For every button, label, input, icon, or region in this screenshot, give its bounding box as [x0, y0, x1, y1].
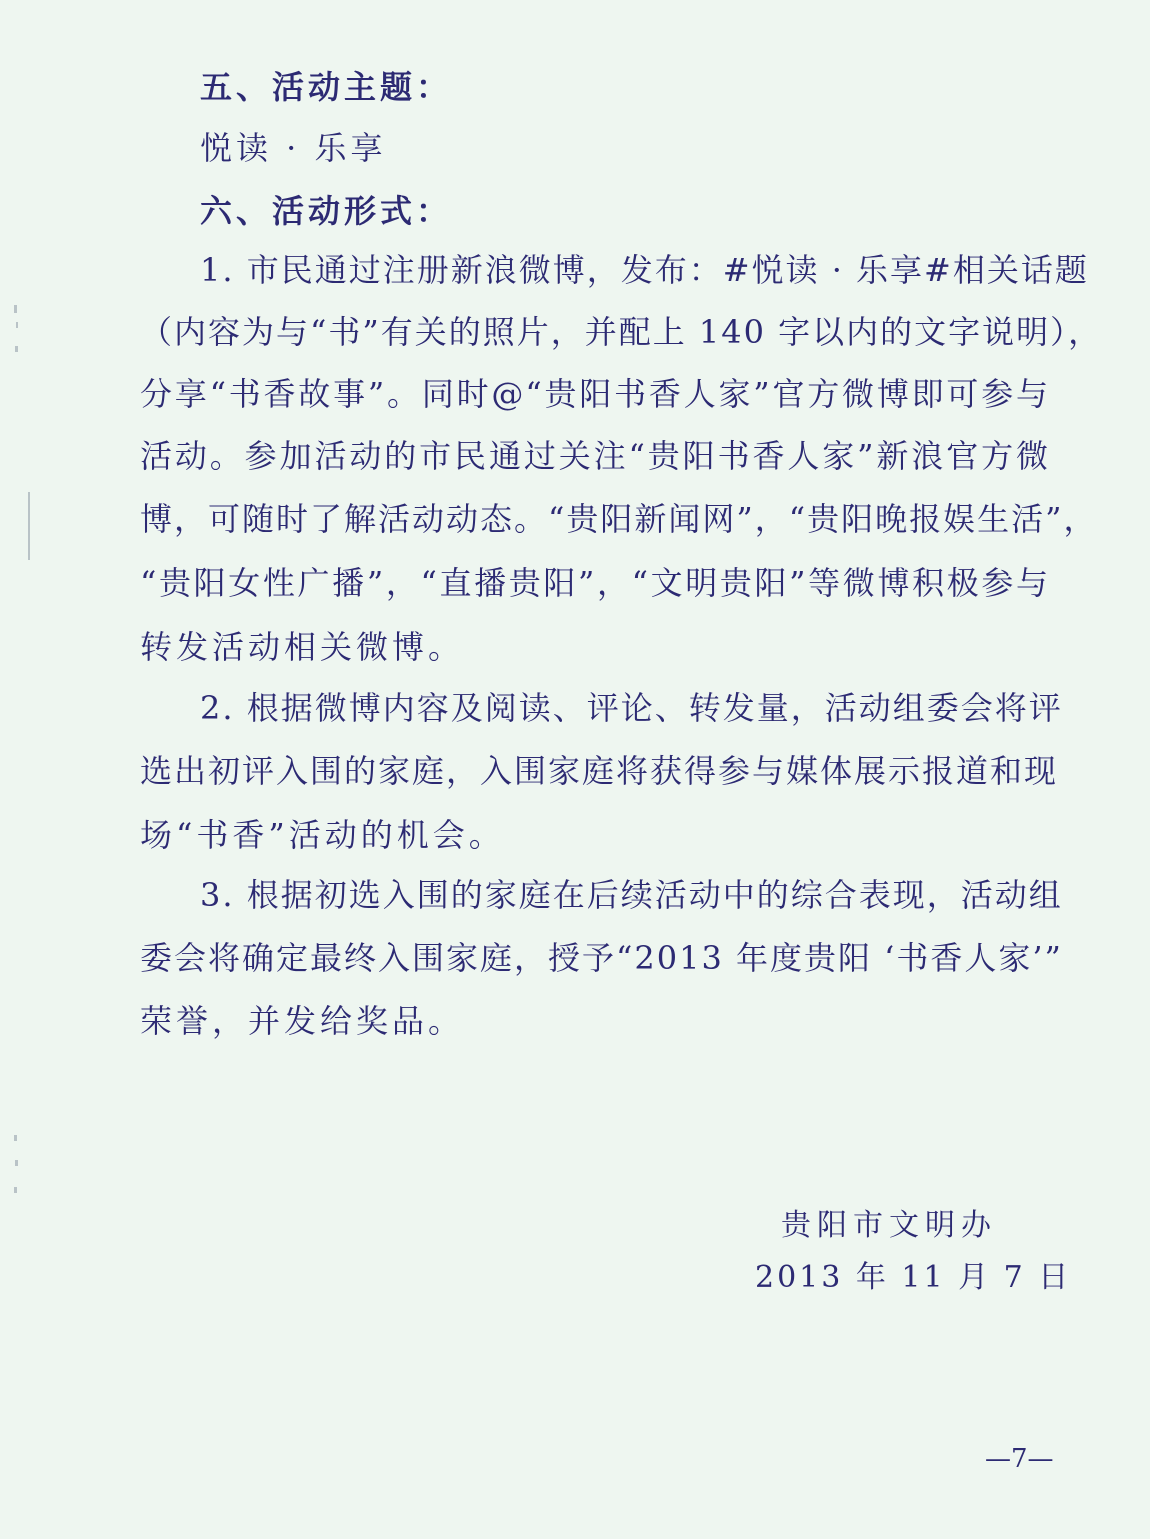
scan-mark: [14, 1135, 17, 1141]
item2-line: 2. 根据微博内容及阅读、评论、转发量，活动组委会将评: [200, 689, 1063, 727]
item3-line: 3. 根据初选入围的家庭在后续活动中的综合表现，活动组: [200, 876, 1063, 914]
item1-line: 活动。参加活动的市民通过关注“贵阳书香人家”新浪官方微: [140, 437, 1050, 475]
section6-heading: 六、活动形式：: [200, 192, 453, 230]
scan-mark: [15, 1160, 18, 1166]
scan-mark: [14, 305, 17, 313]
item3-line: 委会将确定最终入围家庭，授予“2013 年度贵阳 ‘书香人家’”: [140, 939, 1063, 977]
signature-date: 2013 年 11 月 7 日: [755, 1260, 1072, 1295]
section5-body: 悦读 · 乐享: [200, 129, 387, 167]
item1-line: （内容为与“书”有关的照片，并配上 140 字以内的文字说明），: [140, 313, 1103, 351]
item1-line: 转发活动相关微博。: [140, 628, 465, 666]
scan-mark: [15, 346, 18, 352]
item2-line: 选出初评入围的家庭，入围家庭将获得参与媒体展示报道和现: [140, 752, 1059, 790]
scan-mark: [14, 1187, 17, 1193]
item1-line: 分享“书香故事”。同时@“贵阳书香人家”官方微博即可参与: [140, 375, 1050, 413]
item1-line: “贵阳女性广播”，“直播贵阳”，“文明贵阳”等微博积极参与: [140, 564, 1050, 602]
section5-heading: 五、活动主题：: [200, 68, 453, 106]
item1-line: 1. 市民通过注册新浪微博，发布：#悦读 · 乐享#相关话题: [200, 251, 1089, 289]
page-number: —7—: [985, 1444, 1054, 1474]
signature-org: 贵阳市文明办: [781, 1208, 997, 1243]
item2-line: 场“书香”活动的机会。: [140, 816, 505, 854]
scan-mark: [16, 322, 18, 328]
item3-line: 荣誉，并发给奖品。: [140, 1002, 465, 1040]
item1-line: 博，可随时了解活动动态。“贵阳新闻网”，“贵阳晚报娱生活”，: [140, 500, 1098, 538]
scan-mark: [28, 492, 30, 560]
